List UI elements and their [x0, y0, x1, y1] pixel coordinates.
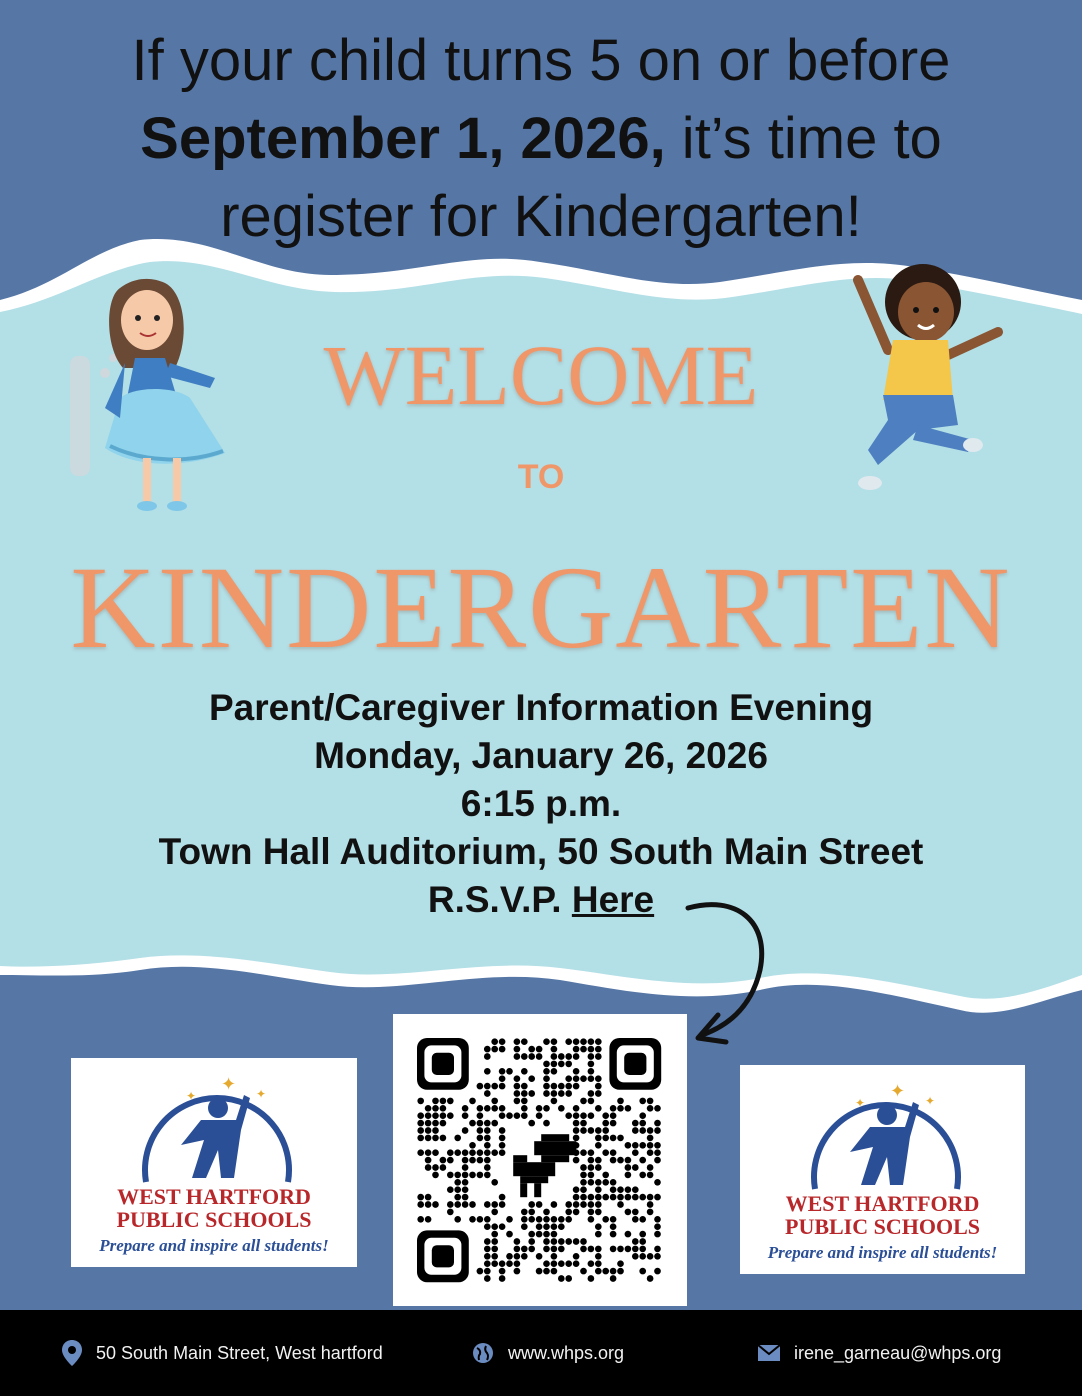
rsvp-line: [0, 876, 1082, 924]
event-date: Monday, January 26, 2026: [314, 735, 768, 776]
event-time: 6:15 p.m.: [460, 783, 622, 824]
headline-line-2: [0, 100, 1082, 178]
svg-text:✦: ✦: [186, 1089, 197, 1103]
rsvp-qr-code[interactable]: [393, 1014, 687, 1306]
headline-date: September 1, 2026,: [140, 106, 666, 171]
footer-address: [62, 1310, 383, 1396]
whps-logo-left: [71, 1058, 357, 1267]
to-title: TO: [517, 458, 565, 496]
qr-code-graphic: [393, 1014, 687, 1306]
footer: [0, 1310, 1082, 1396]
headline-line-1: If your child turns 5 on or before: [131, 28, 951, 93]
footer-email[interactable]: [758, 1310, 1001, 1396]
logo-name-line-2: PUBLIC SCHOOLS: [785, 1214, 980, 1239]
headline-line-2-rest: it’s time to: [665, 106, 942, 171]
event-info: [0, 684, 1082, 924]
whps-emblem-icon: [126, 1070, 306, 1190]
headline: [0, 22, 1082, 256]
svg-text:✦: ✦: [221, 1074, 237, 1094]
kindergarten-title: KINDERGARTEN: [70, 542, 1012, 673]
whps-logo-right: [740, 1065, 1025, 1274]
svg-text:✦: ✦: [890, 1081, 906, 1101]
logo-tagline: Prepare and inspire all students!: [767, 1243, 998, 1262]
headline-line-3: register for Kindergarten!: [220, 184, 862, 249]
svg-text:✦: ✦: [925, 1094, 936, 1108]
event-location: Town Hall Auditorium, 50 South Main Street: [158, 831, 924, 872]
globe-icon: [472, 1342, 494, 1364]
footer-address-text: 50 South Main Street, West hartford: [96, 1342, 383, 1363]
svg-text:✦: ✦: [855, 1096, 866, 1110]
rsvp-here-link[interactable]: Here: [571, 879, 655, 920]
event-name: Parent/Caregiver Information Evening: [208, 687, 874, 728]
footer-email-text: irene_garneau@whps.org: [794, 1342, 1002, 1363]
welcome-title: WELCOME: [323, 327, 759, 423]
logo-name-line-1: WEST HARTFORD: [785, 1191, 980, 1216]
footer-website[interactable]: [472, 1310, 624, 1396]
mail-icon: [758, 1345, 780, 1361]
curved-arrow-icon: [680, 890, 775, 1060]
rsvp-prefix: R.S.V.P.: [427, 879, 562, 920]
svg-text:✦: ✦: [256, 1087, 267, 1101]
logo-name-line-2: PUBLIC SCHOOLS: [116, 1207, 312, 1232]
location-pin-icon: [62, 1340, 82, 1366]
logo-name-line-1: WEST HARTFORD: [117, 1184, 311, 1209]
whps-emblem-icon: [795, 1077, 975, 1197]
logo-tagline: Prepare and inspire all students!: [99, 1236, 329, 1255]
footer-website-text: www.whps.org: [508, 1342, 625, 1363]
